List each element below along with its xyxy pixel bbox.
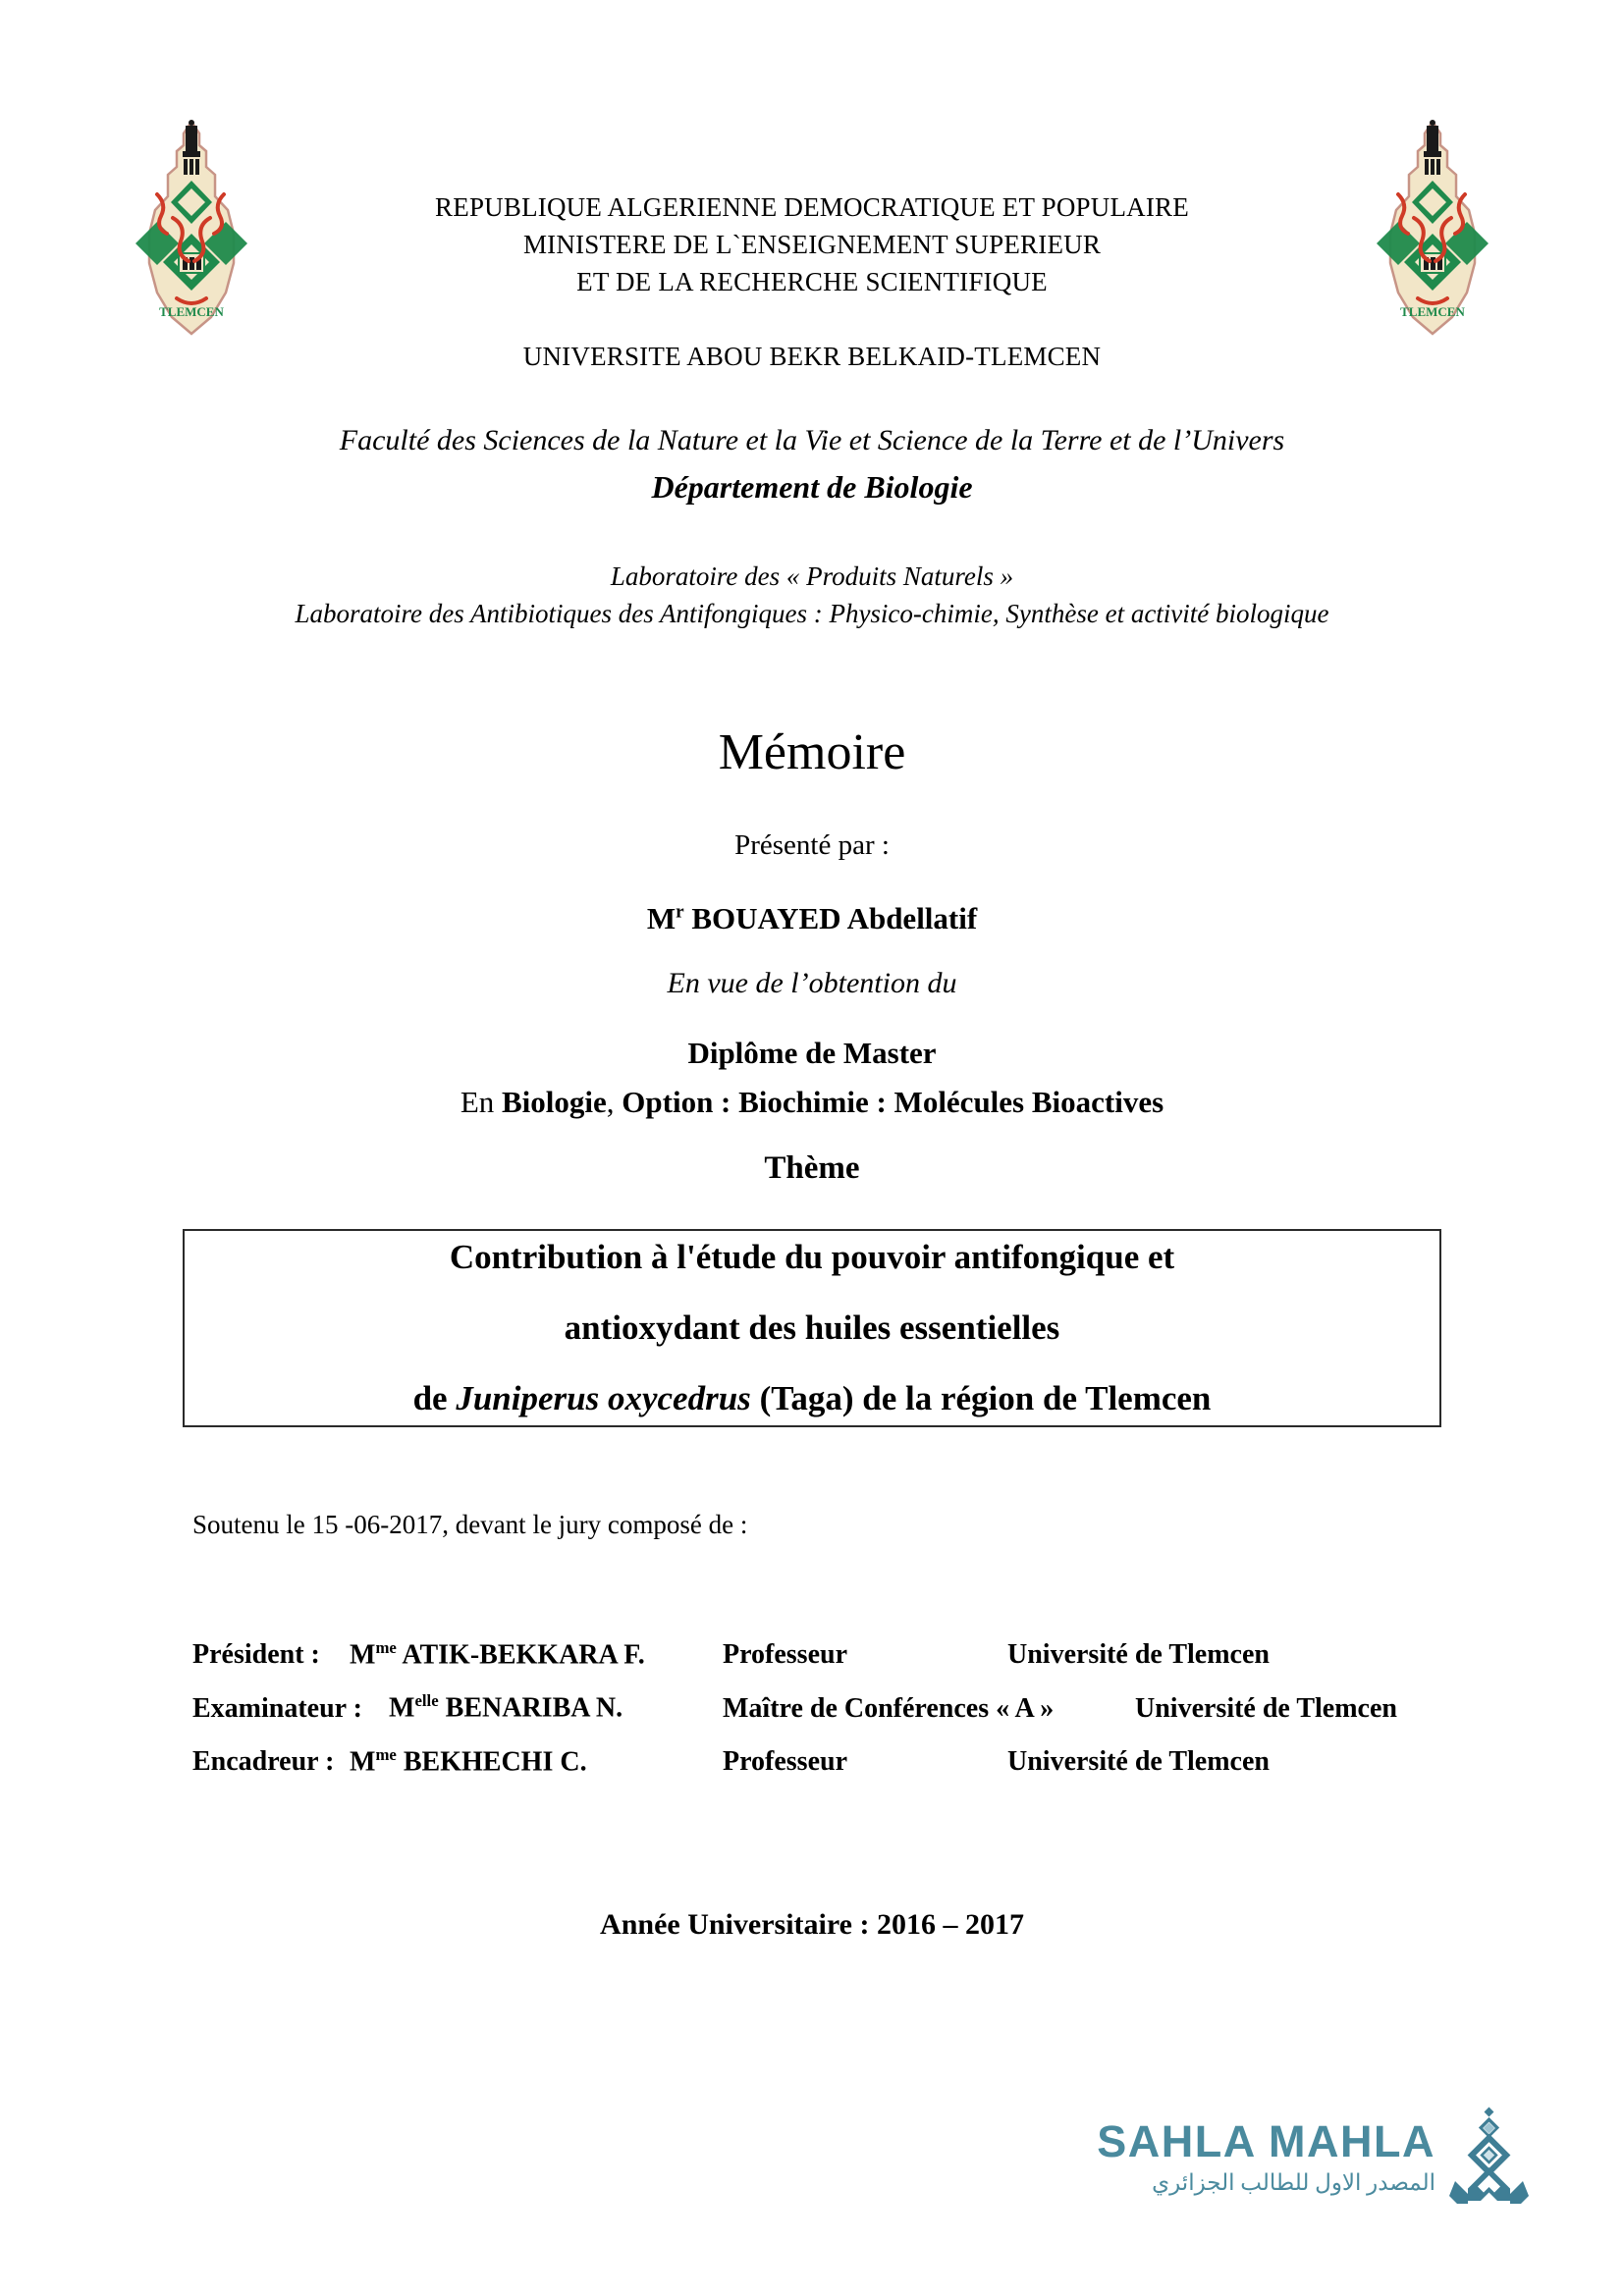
option-label: Option : Biochimie : Molécules Bioactives: [622, 1085, 1164, 1119]
jury-row-supervisor: [192, 1732, 1439, 1785]
author-civility: M: [646, 901, 677, 935]
jury-role: Président :: [192, 1639, 320, 1671]
jury-fullname: BENARIBA N.: [445, 1692, 623, 1724]
svg-text:TLEMCEN: TLEMCEN: [159, 304, 224, 319]
ministry-header: [0, 188, 1624, 300]
jury-fullname: BEKHECHI C.: [403, 1745, 587, 1777]
sahla-mahla-watermark: [1097, 2107, 1530, 2209]
laboratory-2: Laboratoire des Antibiotiques des Antifongiques : Physico-chimie, Synthèse et activité biologique: [295, 599, 1329, 628]
jury-role: Encadreur :: [192, 1745, 335, 1777]
jury-member-name: [389, 1678, 723, 1731]
jury-civility-suffix: me: [375, 1638, 397, 1657]
thesis-title-line-3: [413, 1363, 1212, 1434]
jury-row-president: [192, 1625, 1439, 1678]
jury-grade: Professeur: [723, 1745, 847, 1777]
header-line-research: ET DE LA RECHERCHE SCIENTIFIQUE: [576, 267, 1048, 296]
title-line3-suffix: (Taga) de la région de Tlemcen: [750, 1379, 1212, 1417]
jury-civility: M: [350, 1745, 376, 1777]
header-line-ministry: MINISTERE DE L`ENSEIGNEMENT SUPERIEUR: [522, 230, 1102, 259]
option-prefix: En: [460, 1085, 502, 1119]
jury-list: [192, 1625, 1439, 1785]
jury-affiliation: Université de Tlemcen: [1007, 1745, 1270, 1777]
jury-row-examiner: [192, 1678, 1439, 1731]
header-line-republic: REPUBLIQUE ALGERIENNE DEMOCRATIQUE ET POPULAIRE: [435, 192, 1189, 222]
theme-label: Thème: [764, 1150, 860, 1186]
university-name: UNIVERSITE ABOU BEKR BELKAID-TLEMCEN: [522, 342, 1102, 371]
jury-grade: Maître de Conférences « A »: [723, 1692, 1055, 1724]
presented-by-label: Présenté par :: [734, 829, 890, 861]
laboratories: [0, 558, 1624, 632]
jury-affiliation: Université de Tlemcen: [1135, 1692, 1397, 1724]
title-line3-prefix: de: [412, 1379, 457, 1417]
defense-statement: Soutenu le 15 -06-2017, devant le jury composé de :: [192, 1510, 748, 1539]
jury-grade: Professeur: [723, 1639, 847, 1671]
author-name: [0, 901, 1624, 936]
laboratory-1: Laboratoire des « Produits Naturels »: [610, 561, 1014, 591]
jury-member-name: [350, 1732, 723, 1785]
jury-civility: M: [389, 1692, 415, 1724]
in-view-of-label: En vue de l’obtention du: [667, 967, 957, 999]
option-line: [0, 1085, 1624, 1120]
title-species-name: Juniperus oxycedrus: [456, 1379, 751, 1417]
author-fullname: BOUAYED Abdellatif: [691, 901, 978, 935]
option-separator: ,: [606, 1085, 623, 1119]
jury-role: Examinateur :: [192, 1692, 362, 1724]
watermark-subtitle: المصدر الاول للطالب الجزائري: [1152, 2170, 1435, 2195]
jury-affiliation: Université de Tlemcen: [1007, 1639, 1270, 1671]
sahla-mahla-logo-icon: [1445, 2107, 1530, 2209]
department-name: Département de Biologie: [651, 469, 973, 505]
jury-fullname: ATIK-BEKKARA F.: [402, 1639, 645, 1671]
thesis-title-line-2: antioxydant des huiles essentielles: [564, 1308, 1060, 1347]
thesis-title-line-1: Contribution à l'étude du pouvoir antifongique et: [449, 1238, 1175, 1276]
memoire-heading: Mémoire: [718, 724, 906, 780]
jury-civility-suffix: me: [375, 1744, 397, 1764]
thesis-title-box: [183, 1229, 1441, 1427]
faculty-name: Faculté des Sciences de la Nature et la Vie et Science de la Terre et de l’Univers: [339, 424, 1285, 456]
jury-civility: M: [350, 1639, 376, 1671]
jury-member-name: [350, 1625, 723, 1678]
watermark-title: SAHLA MAHLA: [1097, 2116, 1435, 2166]
jury-civility-suffix: elle: [414, 1691, 439, 1711]
author-civility-suffix: r: [676, 901, 684, 923]
option-field: Biologie: [502, 1085, 607, 1119]
academic-year: Année Universitaire : 2016 – 2017: [600, 1908, 1024, 1941]
diploma-name: Diplôme de Master: [687, 1036, 937, 1070]
watermark-text: [1097, 2117, 1435, 2198]
svg-text:TLEMCEN: TLEMCEN: [1400, 304, 1465, 319]
